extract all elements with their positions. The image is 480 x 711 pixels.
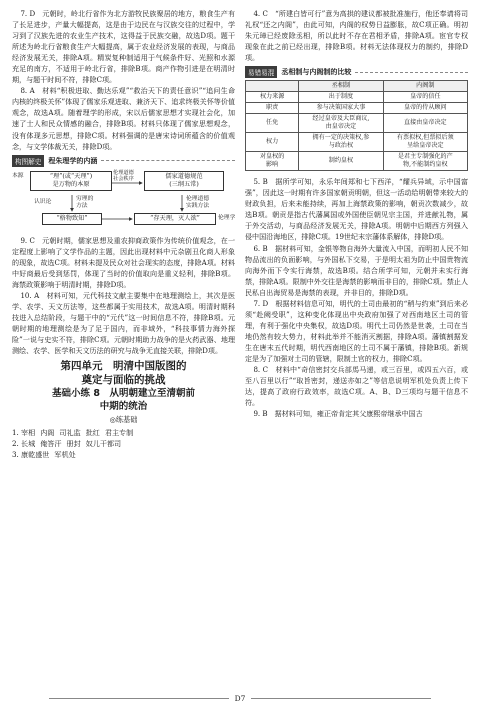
ans2-3: 奴儿干都司 xyxy=(85,439,122,449)
lixue-diagram xyxy=(12,169,235,231)
diagram-badge: 构图解史 xyxy=(12,155,44,167)
answer-q6-right: 6. B 据材料可知，金银等物自海外大量流入中国，而明初人民不知物品流出的负面影响，与外国私下交易，于是明太祖为防止中国贵物流向海外而下令实行海禁，故选B项。结合所学可知，元朝并未实行海禁，排除A项。限制中外交往是海禁的影响而非目的，排除C项。禁止人民私自出海贸易是海禁的表现，并非目的，排除D项。 xyxy=(245,243,468,297)
table-cell: 是君主专制强化的产 物,不能制约皇权 xyxy=(383,152,467,171)
unit-title-line1: 第四单元 明清中国版图的 xyxy=(60,360,187,373)
label-social: 伦理道德 社会秩序 xyxy=(113,169,134,182)
box-rule: 儒家道德规范 (三纲五常) xyxy=(144,171,224,191)
fill-answers-1 xyxy=(12,427,235,438)
answer-q5-right: 5. B 据所学可知，永乐年间郑和七下西洋，“耀兵异域，示中国富强”，因此这一时期有许多国家朝贡明朝，但这一活动给明朝带来较大的财政负担，后来未能持续，再加上海禁政策的影响，朝贡次数减少，故选B项。朝贡是指古代藩属国或外国使臣朝见宗主国，并进献礼物，属于外交活动，与商品经济发展无关，排除A项。明朝中后期西方列强入侵中国沿海地区，排除C项。19世纪末宗藩体系解体，排除D项。 xyxy=(245,177,468,242)
section-label: ◎练基础 xyxy=(109,415,138,425)
two-column-body xyxy=(12,8,468,686)
answer-q7-right: 7. D 根据材料信息可知，明代的土司由最初的“稍与约束”到后来必须“赴阙受职”，这种变化体现出中央政府加强了对西南地区土司的管理，有利于强化中央集权，故选D项。明代土司仍然是世袭，土司在当地仍然有较大势力，材料此举并不能消灭割据，排除A项。藩镇割据发生在唐末五代时期，明代西南地区的土司不属于藩镇，排除B项。新规定是为了加强对土司的管辖，限制土官的权力，排除C项。 xyxy=(245,298,468,363)
table-row xyxy=(246,133,468,152)
ans3-1: 军机处 xyxy=(54,450,76,460)
ans2-0: 2. 长城 xyxy=(12,439,36,449)
table-title: 丞相制与内阁制的比较 xyxy=(281,68,352,77)
table-cell: 权力 xyxy=(246,133,299,152)
ans2-1: 俺答汗 xyxy=(40,439,62,449)
ans1-2: 司礼监 xyxy=(59,428,81,438)
ans1-3: 批红 xyxy=(85,428,100,438)
fill-answers-2 xyxy=(12,438,235,449)
ans1-0: 1. 宰相 xyxy=(12,428,36,438)
left-column xyxy=(12,8,235,686)
ans2-2: 册封 xyxy=(66,439,81,449)
right-column xyxy=(245,8,468,686)
table-row xyxy=(246,114,468,133)
table-row xyxy=(246,103,468,114)
answer-q7-left: 7. D 元朝时，岭北行省作为北方游牧民族聚居的地方，粮食生产有了长足进步，产量大幅提高，这是由于边民在与汉族交往的过程中，学习到了汉族先进的农业生产技术，这得益于民族交融，故选D项。题干所述为岭北行省粮食生产大幅提高，属于农业经济发展的表现，与商品经济发展无关，排除A项。精炭复种制适用于气候条件好、光照和水源充足的南方，不适用于岭北行省，排除B项。商产作物引进是在明清时期，与题干时间不符，排除C项。 xyxy=(12,9,235,85)
footer-rule-left xyxy=(49,698,229,699)
label-origin: 本源 xyxy=(12,172,24,179)
label-practice: 伦理道德 实践方法 xyxy=(186,195,210,209)
table-head-0 xyxy=(246,81,299,92)
label-cognition: 认识论 xyxy=(34,198,52,205)
table-cell: 直接由皇帝决定 xyxy=(383,114,467,133)
answer-q10-left: 10. A 材料可知，元代科技文献主要集中在地理测绘上，其次是医学、农学、天文历法等，这些都属于实用技术，故选A项。明清时期科技进入总结阶段，与题干中的“元代”这一时间信息不符，排除B项。元朝时期的地理测绘是为了足于国内，而非域外，“科技事情力海外探险”一说与史实不符，排除C项。元朝时期助力战争的是火药武器、地理测绘、农学、医学和天文历法的研究与战争无直接关联，排除D项。 xyxy=(12,290,235,356)
table-cell: 对皇权的 影响 xyxy=(246,152,299,171)
lesson-title-line1: 基础小练 8 从明朝建立至清朝前 xyxy=(52,388,195,400)
unit-heading xyxy=(12,359,235,413)
ans1-4: 君主专制 xyxy=(104,428,134,438)
answer-q4-right: 4. C “所建白皆可行”意为高拱的建议都被批准施行，他还奉请将司礼权“还之内阁”，由此可知，内阁的权势日益膨胀，故C项正确。明初朱元璋已经废除丞相，所以此时不存在君相矛盾，排除A项。宦官专权现象在此之前已经出现，排除B项。材料无法体现权力的制约，排除D项。 xyxy=(245,9,468,63)
table-cell: 制约皇权 xyxy=(299,152,383,171)
box-li: “理”(或“天理”) 是万物的本原 xyxy=(30,171,112,191)
table-cell: 皇帝的信任 xyxy=(383,92,467,103)
unit-title-line2: 奠定与面临的挑战 xyxy=(81,374,166,387)
ans1-1: 内阁 xyxy=(40,428,55,438)
diagram-title-rule xyxy=(101,160,235,161)
table-cell: 皇帝的侍从顾问 xyxy=(383,103,467,114)
comparison-table xyxy=(245,80,468,171)
table-cell: 权力来源 xyxy=(246,92,299,103)
table-title-bar xyxy=(245,66,468,78)
answer-q8-right: 8. C 材料中“奇信密封交兵部馬马递，或三百里，或四五六百，或至八百里以行”“取旨密封，递送亦如之”等信息说明军机处负责上传下达，提高了政府行政效率，故选C项。A、B、D三项均与题干信息不符。 xyxy=(245,365,468,408)
fill-answers-3 xyxy=(12,449,235,460)
table-head-2: 内阁制 xyxy=(383,81,467,92)
box-study: “格物致知” xyxy=(42,213,102,225)
table-cell: 有票拟权,但票拟后须 呈给皇帝决定 xyxy=(383,133,467,152)
table-row xyxy=(246,92,468,103)
table-cell: 职责 xyxy=(246,103,299,114)
table-badge: 易错易混 xyxy=(245,66,277,78)
table-header-row xyxy=(246,81,468,92)
lesson-title-line2: 中期的统治 xyxy=(99,401,148,413)
table-cell: 经过皇帝及大臣商议, 由皇帝决定 xyxy=(299,114,383,133)
page-footer xyxy=(0,694,480,703)
answer-q9-right: 9. B 据材料可知，雍正帝肯定其父康熙帝继承中国古 xyxy=(253,409,423,419)
label-method: 穷理的 方法 xyxy=(76,195,94,209)
diagram-title-bar xyxy=(12,155,235,167)
footer-rule-right xyxy=(251,698,431,699)
page-number: D7 xyxy=(234,694,246,703)
table-cell: 出于制度 xyxy=(299,92,383,103)
label-ethics: 伦理学 xyxy=(218,214,235,221)
table-cell: 参与决策国家大事 xyxy=(299,103,383,114)
ans3-0: 3. 康乾盛世 xyxy=(12,450,50,460)
answer-q9-left: 9. C 元朝时期，儒家思想及重农抑商政策作为传统价值观念，在一定程度上影响了文学作品的主题，因此出现材料中元杂剧丑化商人形象的现象，故选C项。材料未提及民众对社会现实的态度，排除A项。材料中好商最后受到惩罚，体现了当时的价值取向是重义轻利，排除B项。海禁政策影响于明清时期，排除D项。 xyxy=(12,235,235,289)
table-head-1: 丞相制 xyxy=(299,81,383,92)
diagram-title: 程朱理学的内涵 xyxy=(48,156,98,165)
box-save: “存天理，灭人欲” xyxy=(134,213,216,225)
table-row xyxy=(246,152,468,171)
answer-q8-left: 8. A 材料“积极进取、勤达乐观”“救治天下的责任意识”“追问生命内核的终极关怀”体现了儒家乐观进取、兼济天下、追求终极关怀等价值观念，故选A项。随着理学的形成，宋以后儒家思想才实现社会化，加速了士人和民众情感的融合，排除B项。材料只体现了儒家思想观念，没有体现多元思想，排除C项。材料强调的是唐宋诗词所蕴含的价值观念，与文学体裁无关，排除D项。 xyxy=(12,86,235,151)
table-title-rule xyxy=(355,72,468,73)
table-cell: 任免 xyxy=(246,114,299,133)
table-cell: 拥有一定的决策权,参 与政治权 xyxy=(299,133,383,152)
